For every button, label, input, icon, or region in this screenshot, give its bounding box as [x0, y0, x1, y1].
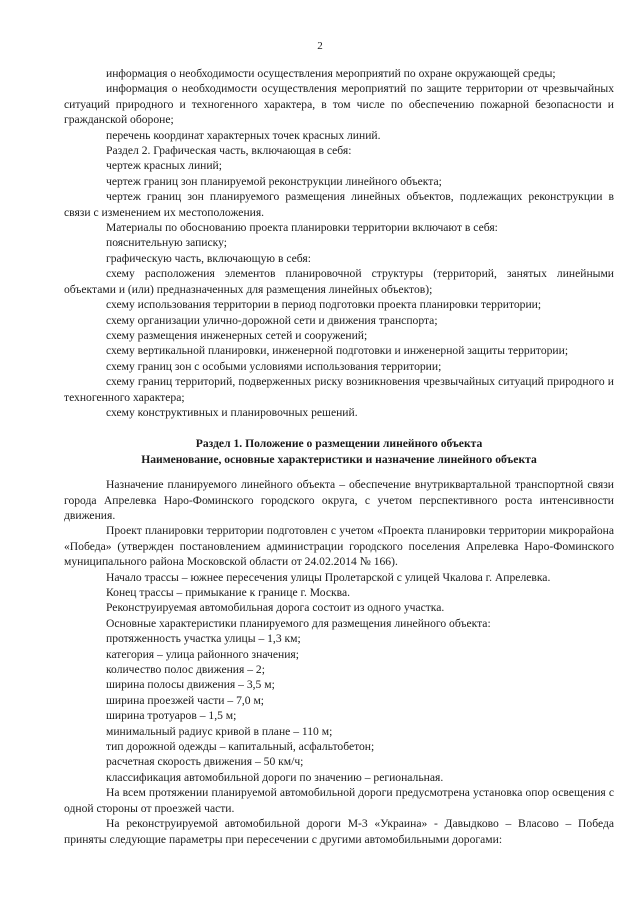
paragraph: Проект планировки территории подготовлен с учетом «Проекта планировки территории микрорайона «Победа» (утвержден постановлением администрации городского поселения Апрелевка Наро-Фоминского муниципального района Московской области от 24.02.2014 № 166). [64, 524, 614, 569]
intro-paragraph-list [64, 477, 614, 569]
paragraph: Материалы по обоснованию проекта планировки территории включают в себя: [106, 221, 498, 235]
paragraph: чертеж границ зон планируемой реконструкции линейного объекта; [106, 174, 442, 188]
paragraph: схему организации улично-дорожной сети и движения транспорта; [106, 313, 438, 327]
paragraph: На реконструируемой автомобильной дороги М-3 «Украина» - Давыдково – Власово – Победа приняты следующие параметры при пересечении с другими автомобильными дорогами: [64, 817, 614, 846]
document-body [64, 66, 614, 847]
paragraph: схему границ территорий, подверженных риску возникновения чрезвычайных ситуаций природного и техногенного характера; [64, 375, 614, 404]
section-heading: Раздел 1. Положение о размещении линейного объекта [195, 437, 483, 451]
paragraph: ширина тротуаров – 1,5 м; [106, 709, 237, 723]
paragraph: схему конструктивных и планировочных решений. [106, 405, 358, 419]
paragraph: схему расположения элементов планировочной структуры (территорий, занятых линейными объектами и (или) предназначенных для размещения линейных объектов); [64, 267, 614, 296]
paragraph: Конец трассы – примыкание к границе г. Москва. [106, 586, 350, 599]
paragraph: пояснительную записку; [106, 236, 227, 250]
paragraph: Начало трассы – южнее пересечения улицы Пролетарской с улицей Чкалова г. Апрелевка. [106, 570, 551, 584]
paragraph: классификация автомобильной дороги по значению – региональная. [106, 770, 444, 784]
paragraph: Раздел 2. Графическая часть, включающая в себя: [106, 144, 352, 158]
paragraph: схему использования территории в период подготовки проекта планировки территории; [106, 298, 542, 312]
paragraph: чертеж красных линий; [106, 159, 222, 173]
page-number: 2 [317, 40, 323, 52]
body-paragraph-list [64, 570, 614, 847]
paragraph: Назначение планируемого линейного объекта – обеспечение внутриквартальной транспортной связи города Апрелевка Наро-Фоминского городского округа, с учетом перспективного роста интенсивности движения. [64, 478, 614, 522]
paragraph: протяженность участка улицы – 1,3 км; [106, 632, 301, 646]
paragraph: категория – улица районного значения; [106, 647, 299, 661]
paragraph: минимальный радиус кривой в плане – 110 м; [106, 724, 333, 738]
paragraph: ширина полосы движения – 3,5 м; [106, 678, 275, 692]
paragraph: На всем протяжении планируемой автомобильной дороги предусмотрена установка опор освещения с одной стороны от проезжей части. [64, 786, 614, 815]
paragraph: расчетная скорость движения – 50 км/ч; [106, 755, 304, 769]
spacer [64, 467, 614, 477]
paragraph: количество полос движения – 2; [106, 663, 265, 677]
paragraph: перечень координат характерных точек красных линий. [106, 128, 381, 142]
section-subheading: Наименование, основные характеристики и назначение линейного объекта [141, 452, 537, 466]
paragraph: Основные характеристики планируемого для размещения линейного объекта: [106, 616, 491, 630]
paragraph: схему вертикальной планировки, инженерной подготовки и инженерной защиты территории; [106, 344, 569, 358]
paragraph: чертеж границ зон планируемого размещения линейных объектов, подлежащих реконструкции в связи с изменением их местоположения. [64, 190, 614, 219]
paragraph: ширина проезжей части – 7,0 м; [106, 693, 265, 707]
paragraph: схему размещения инженерных сетей и сооружений; [106, 328, 368, 342]
top-paragraph-list [64, 66, 614, 420]
paragraph: тип дорожной одежды – капитальный, асфальтобетон; [106, 740, 375, 754]
paragraph: информация о необходимости осуществления мероприятий по охране окружающей среды; [106, 67, 556, 80]
paragraph: графическую часть, включающую в себя: [106, 251, 311, 265]
paragraph: Реконструируемая автомобильная дорога состоит из одного участка. [106, 601, 445, 615]
spacer [64, 420, 614, 436]
paragraph: информация о необходимости осуществления мероприятий по защите территории от чрезвычайных ситуаций природного и техногенного характера, в том числе по обеспечению пожарной безопасности и гражданской обороне; [64, 82, 614, 127]
paragraph: схему границ зон с особыми условиями использования территории; [106, 359, 442, 373]
